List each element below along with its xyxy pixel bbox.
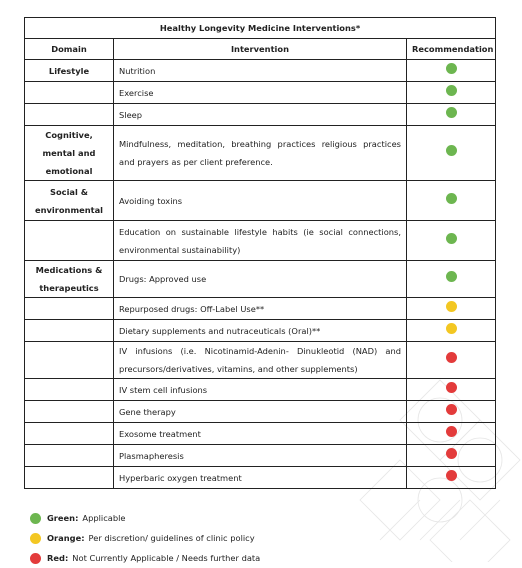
domain-cell	[25, 342, 114, 379]
red-status-dot	[446, 352, 457, 363]
intervention-cell: Nutrition	[114, 60, 407, 82]
red-status-dot	[446, 404, 457, 415]
domain-cell	[25, 445, 114, 467]
recommendation-cell	[407, 104, 496, 126]
green-status-dot	[446, 271, 457, 282]
legend-item-orange	[30, 528, 260, 548]
red-status-dot	[446, 448, 457, 459]
legend-item-green	[30, 508, 260, 528]
table-row	[25, 342, 496, 379]
intervention-cell: Avoiding toxins	[114, 181, 407, 221]
orange-status-dot	[446, 301, 457, 312]
intervention-cell: Dietary supplements and nutraceuticals (Oral)**	[114, 320, 407, 342]
legend-description: Per discretion/ guidelines of clinic policy	[88, 533, 255, 543]
domain-cell	[25, 320, 114, 342]
domain-cell: Medications & therapeutics	[25, 261, 114, 298]
intervention-cell: Exosome treatment	[114, 423, 407, 445]
domain-cell	[25, 423, 114, 445]
intervention-cell: IV stem cell infusions	[114, 379, 407, 401]
recommendation-cell	[407, 261, 496, 298]
intervention-cell: Sleep	[114, 104, 407, 126]
recommendation-cell	[407, 126, 496, 181]
recommendation-cell	[407, 423, 496, 445]
table-row	[25, 467, 496, 489]
recommendation-cell	[407, 401, 496, 423]
recommendation-cell	[407, 467, 496, 489]
intervention-cell: Education on sustainable lifestyle habits (ie social connections, environmental sustainability)	[114, 221, 407, 261]
table-row	[25, 298, 496, 320]
green-status-dot	[446, 193, 457, 204]
table-row	[25, 320, 496, 342]
table-row	[25, 126, 496, 181]
intervention-cell: IV infusions (i.e. Nicotinamid-Adenin- Dinukleotid (NAD) and precursors/derivatives, vitamins, and other supplements)	[114, 342, 407, 379]
domain-cell	[25, 298, 114, 320]
domain-cell: Social & environmental	[25, 181, 114, 221]
header-recommendation: Recommendation	[407, 39, 496, 60]
green-status-dot	[446, 233, 457, 244]
table-row	[25, 423, 496, 445]
table-row	[25, 60, 496, 82]
intervention-cell: Exercise	[114, 82, 407, 104]
legend	[30, 508, 260, 568]
table-row	[25, 82, 496, 104]
intervention-cell: Mindfulness, meditation, breathing practices religious practices and prayers as per client preference.	[114, 126, 407, 181]
legend-description: Applicable	[82, 513, 126, 523]
domain-cell	[25, 401, 114, 423]
table-row	[25, 445, 496, 467]
green-status-dot	[446, 145, 457, 156]
recommendation-cell	[407, 342, 496, 379]
recommendation-cell	[407, 181, 496, 221]
legend-label: Red:	[47, 553, 69, 563]
table-title: Healthy Longevity Medicine Interventions*	[25, 18, 496, 39]
intervention-cell: Gene therapy	[114, 401, 407, 423]
table-row	[25, 401, 496, 423]
intervention-cell: Hyperbaric oxygen treatment	[114, 467, 407, 489]
recommendation-cell	[407, 320, 496, 342]
intervention-cell: Drugs: Approved use	[114, 261, 407, 298]
domain-cell	[25, 104, 114, 126]
legend-description: Not Currently Applicable / Needs further data	[72, 553, 261, 563]
recommendation-cell	[407, 82, 496, 104]
legend-item-red	[30, 548, 260, 568]
recommendation-cell	[407, 60, 496, 82]
recommendation-cell	[407, 298, 496, 320]
table-row	[25, 221, 496, 261]
green-status-dot	[446, 63, 457, 74]
green-status-dot	[446, 107, 457, 118]
header-intervention: Intervention	[114, 39, 407, 60]
green-status-dot	[446, 85, 457, 96]
intervention-cell: Plasmapheresis	[114, 445, 407, 467]
red-status-dot	[446, 426, 457, 437]
table-row	[25, 181, 496, 221]
header-domain: Domain	[25, 39, 114, 60]
domain-cell: Lifestyle	[25, 60, 114, 82]
interventions-table	[24, 17, 496, 489]
red-status-dot	[446, 382, 457, 393]
table-row	[25, 379, 496, 401]
recommendation-cell	[407, 445, 496, 467]
orange-status-dot	[30, 533, 41, 544]
domain-cell	[25, 82, 114, 104]
table-row	[25, 104, 496, 126]
domain-cell: Cognitive, mental and emotional	[25, 126, 114, 181]
legend-label: Orange:	[47, 533, 85, 543]
green-status-dot	[30, 513, 41, 524]
domain-cell	[25, 221, 114, 261]
domain-cell	[25, 467, 114, 489]
intervention-cell: Repurposed drugs: Off-Label Use**	[114, 298, 407, 320]
domain-cell	[25, 379, 114, 401]
recommendation-cell	[407, 221, 496, 261]
legend-label: Green:	[47, 513, 79, 523]
red-status-dot	[446, 470, 457, 481]
orange-status-dot	[446, 323, 457, 334]
table-row	[25, 261, 496, 298]
recommendation-cell	[407, 379, 496, 401]
